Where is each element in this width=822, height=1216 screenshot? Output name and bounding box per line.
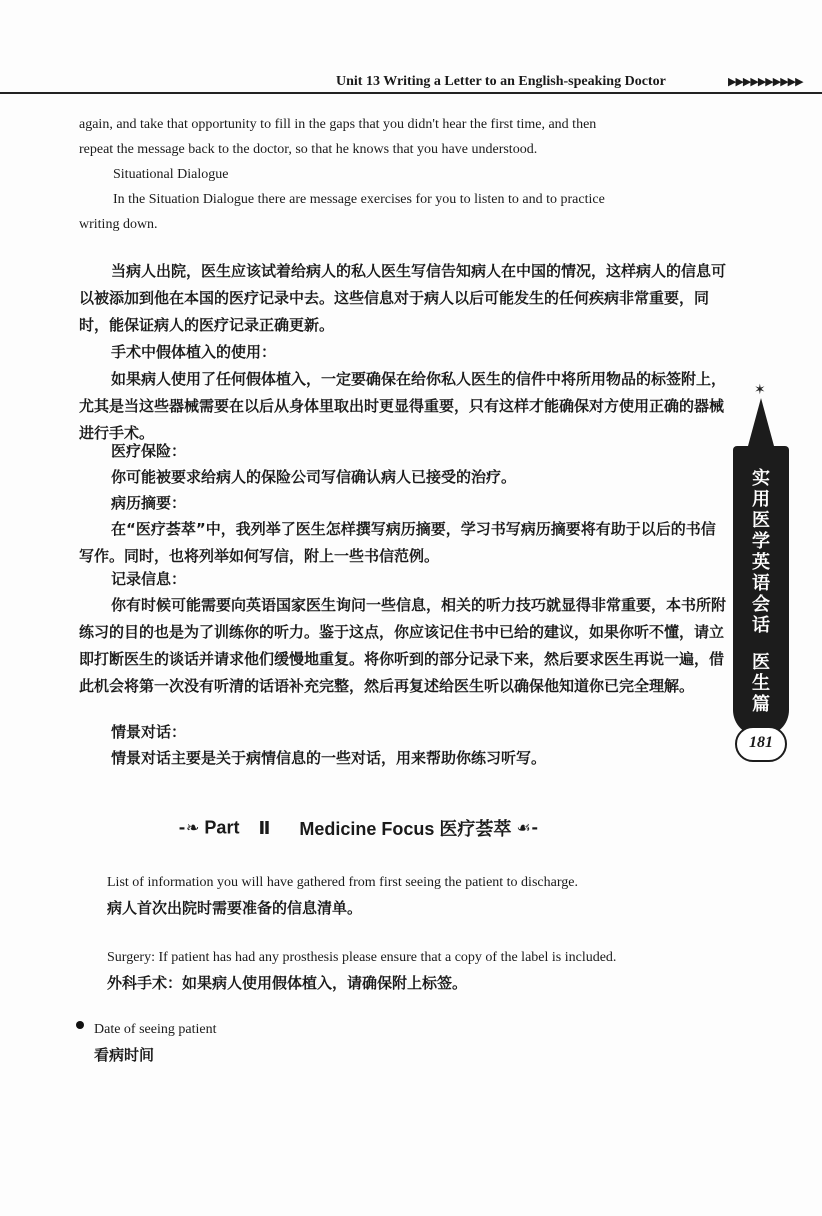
surgery-cn: 外科手术：如果病人使用假体植入，请确保附上标签。 bbox=[107, 974, 468, 992]
running-header bbox=[0, 70, 822, 96]
header-arrow-icons: ▶▶▶▶▶▶▶▶▶▶ bbox=[728, 76, 803, 88]
cn-paragraph-5: 你有时候可能需要向英语国家医生询问一些信息，相关的听力技巧就显得非常重要，本书所附练习的目的也是为了训练你的听力。鉴于这点，你应该记住书中已给的建议，如果你听不懂，请立即打断医生的谈话并请求他们缓慢地重复。将你听到的部分记录下来，然后要求医生再说一遍，借此机会将第一次没有听清的话语补充完整，然后再复述给医生听以确保他知道你已完全理解。 bbox=[79, 596, 727, 695]
side-tab-volume: 医生篇 bbox=[752, 652, 770, 715]
part-title: Medicine Focus 医疗荟萃 bbox=[299, 819, 512, 839]
intro-para1-line2: repeat the message back to the doctor, so that he knows that you have understood. bbox=[79, 142, 538, 157]
header-rule bbox=[0, 92, 822, 94]
header-title: Unit 13 Writing a Letter to an English-speaking Doctor bbox=[336, 74, 666, 89]
intro-para2-line2: writing down. bbox=[79, 217, 158, 232]
cn-paragraph-2: 如果病人使用了任何假体植入，一定要确保在给你私人医生的信件中将所用物品的标签附上，尤其是当这些器械需要在以后从身体里取出时更显得重要，只有这样才能确保对方使用正确的器械进行手术。 bbox=[79, 370, 727, 442]
bullet-item-cn: 看病时间 bbox=[94, 1046, 155, 1064]
cn-heading-insurance: 医疗保险： bbox=[111, 442, 187, 460]
bullet-icon bbox=[76, 1021, 84, 1029]
bullet-item-en: Date of seeing patient bbox=[94, 1022, 217, 1037]
leaf-ornament-left-icon: ⁃❧ bbox=[178, 820, 200, 837]
intro-para1-line1: again, and take that opportunity to fill in the gaps that you didn't hear the first time, and then bbox=[79, 117, 597, 132]
spark-icon: ✶ bbox=[754, 383, 766, 398]
part-numeral: Ⅱ bbox=[258, 817, 271, 838]
cn-paragraph-6: 情景对话主要是关于病情信息的一些对话，用来帮助你练习听写。 bbox=[111, 749, 547, 767]
list-intro-en: List of information you will have gathered from first seeing the patient to discharge. bbox=[107, 875, 578, 890]
side-tab bbox=[733, 446, 789, 736]
part-label: Part bbox=[204, 817, 240, 838]
surgery-en: Surgery: If patient has had any prosthesis please ensure that a copy of the label is included. bbox=[107, 950, 617, 965]
situational-dialogue-heading: Situational Dialogue bbox=[113, 167, 229, 182]
cn-paragraph-1: 当病人出院，医生应该试着给病人的私人医生写信告知病人在中国的情况，这样病人的信息可以被添加到他在本国的医疗记录中去。这些信息对于病人以后可能发生的任何疾病非常重要，同时，能保证病人的医疗记录正确更新。 bbox=[79, 262, 727, 334]
side-tab-book-title: 实用医学英语会话 bbox=[752, 468, 770, 636]
cn-paragraph-4: 在“医疗荟萃”中，我列举了医生怎样撰写病历摘要，学习书写病历摘要将有助于以后的书信写作。同时，也将列举如何写信，附上一些书信范例。 bbox=[79, 520, 716, 565]
part-heading bbox=[178, 815, 618, 843]
cn-paragraph-3: 你可能被要求给病人的保险公司写信确认病人已接受的治疗。 bbox=[111, 468, 517, 486]
cn-heading-dialogue: 情景对话： bbox=[111, 723, 187, 741]
cn-heading-prosthesis: 手术中假体植入的使用： bbox=[111, 343, 277, 361]
list-intro-cn: 病人首次出院时需要准备的信息清单。 bbox=[107, 899, 363, 917]
cn-heading-records: 记录信息： bbox=[111, 570, 187, 588]
intro-para2-line1: In the Situation Dialogue there are message exercises for you to listen to and to practice bbox=[113, 192, 605, 207]
page-number: 181 bbox=[735, 726, 787, 762]
cn-heading-summary: 病历摘要： bbox=[111, 494, 187, 512]
side-tab-arrow-icon bbox=[748, 398, 774, 446]
leaf-ornament-right-icon: ☙⁃ bbox=[516, 820, 539, 837]
